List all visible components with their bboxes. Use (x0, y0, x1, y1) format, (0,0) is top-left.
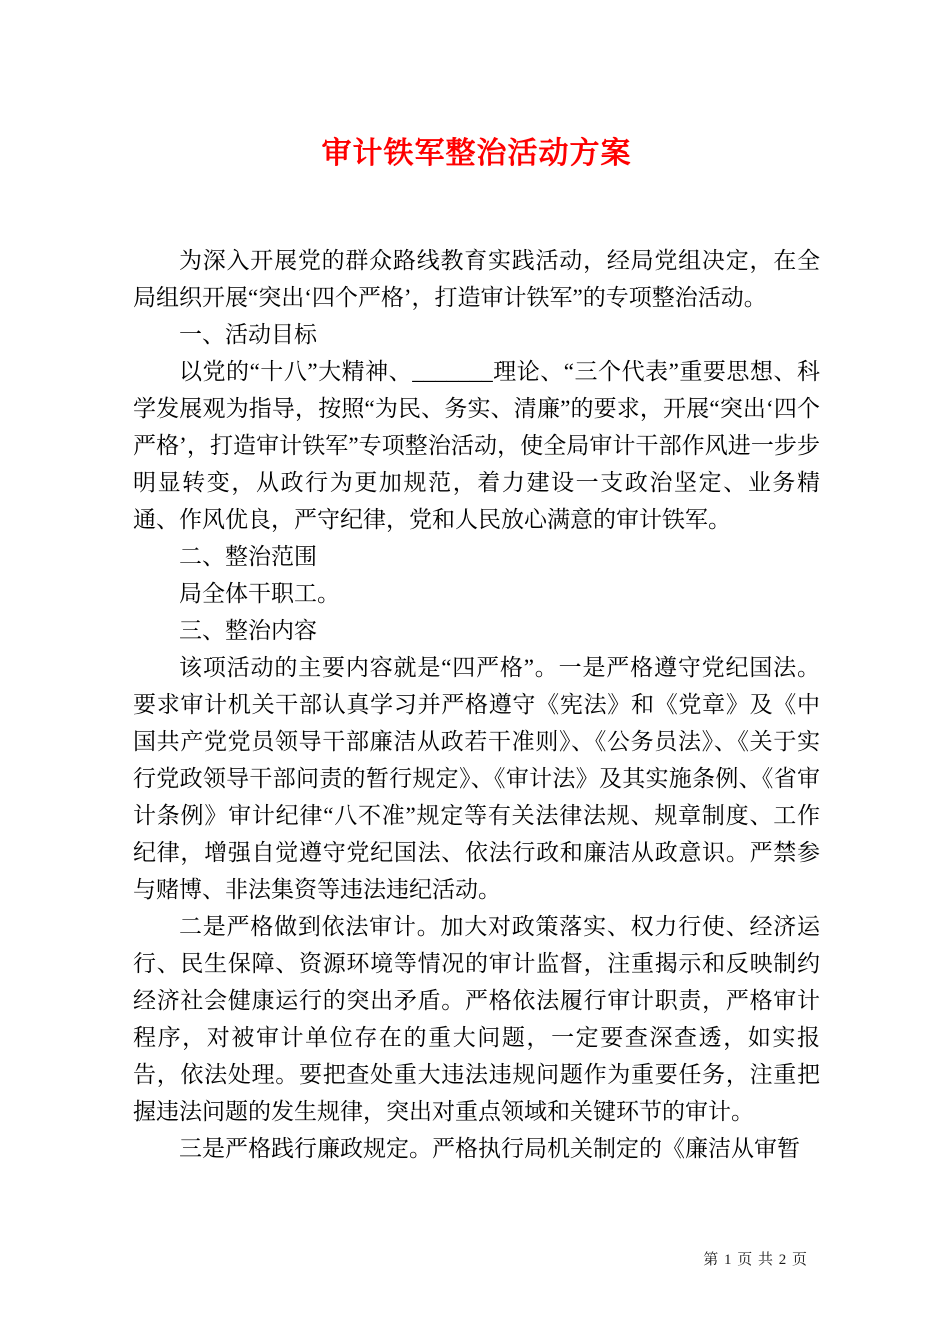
body-paragraph: 局全体干职工。 (179, 581, 340, 606)
section-heading: 三、整治内容 (179, 618, 317, 643)
body-paragraph: 该项活动的主要内容就是“四严格”。一是严格遵守党纪国法。要求审计机关干部认真学习并严格遵守《宪法》和《党章》及《中国共产党党员领导干部廉洁从政若干准则》、《公务员法》、《关于实行党政领导干部问责的暂行规定》、《审计法》及其实施条例、《省审计条例》审计纪律“八不准”规定等有关法律法规、规章制度、工作纪律，增强自觉遵守党纪国法、依法行政和廉洁从政意识。严禁参与赌博、非法集资等违法违纪活动。 (133, 655, 820, 902)
body-paragraph: 以党的“十八”大精神、_______理论、“三个代表”重要思想、科学发展观为指导，按照“为民、务实、清廉”的要求，开展“突出‘四个严格’，打造审计铁军”专项整治活动，使全局审计干部作风进一步步明显转变，从政行为更加规范，着力建设一支政治坚定、业务精通、作风优良，严守纪律，党和人民放心满意的审计铁军。 (133, 359, 820, 532)
body-paragraph: 三是严格践行廉政规定。严格执行局机关制定的《廉洁从审暂 (179, 1136, 800, 1161)
body-paragraph: 二是严格做到依法审计。加大对政策落实、权力行使、经济运行、民生保障、资源环境等情况的审计监督，注重揭示和反映制约经济社会健康运行的突出矛盾。严格依法履行审计职责，严格审计程序，对被审计单位存在的重大问题，一定要查深查透，如实报告，依法处理。要把查处重大违法违规问题作为重要任务，注重把握违法问题的发生规律，突出对重点领域和关键环节的审计。 (133, 914, 820, 1124)
document-body (133, 242, 820, 1167)
document-title: 审计铁军整治活动方案 (321, 137, 632, 170)
page-number-indicator: 第 1 页 共 2 页 (703, 1252, 808, 1268)
section-heading: 一、活动目标 (179, 322, 317, 347)
body-paragraph: 为深入开展党的群众路线教育实践活动，经局党组决定，在全局组织开展“突出‘四个严格’，打造审计铁军”的专项整治活动。 (133, 248, 820, 310)
section-heading: 二、整治范围 (179, 544, 317, 569)
